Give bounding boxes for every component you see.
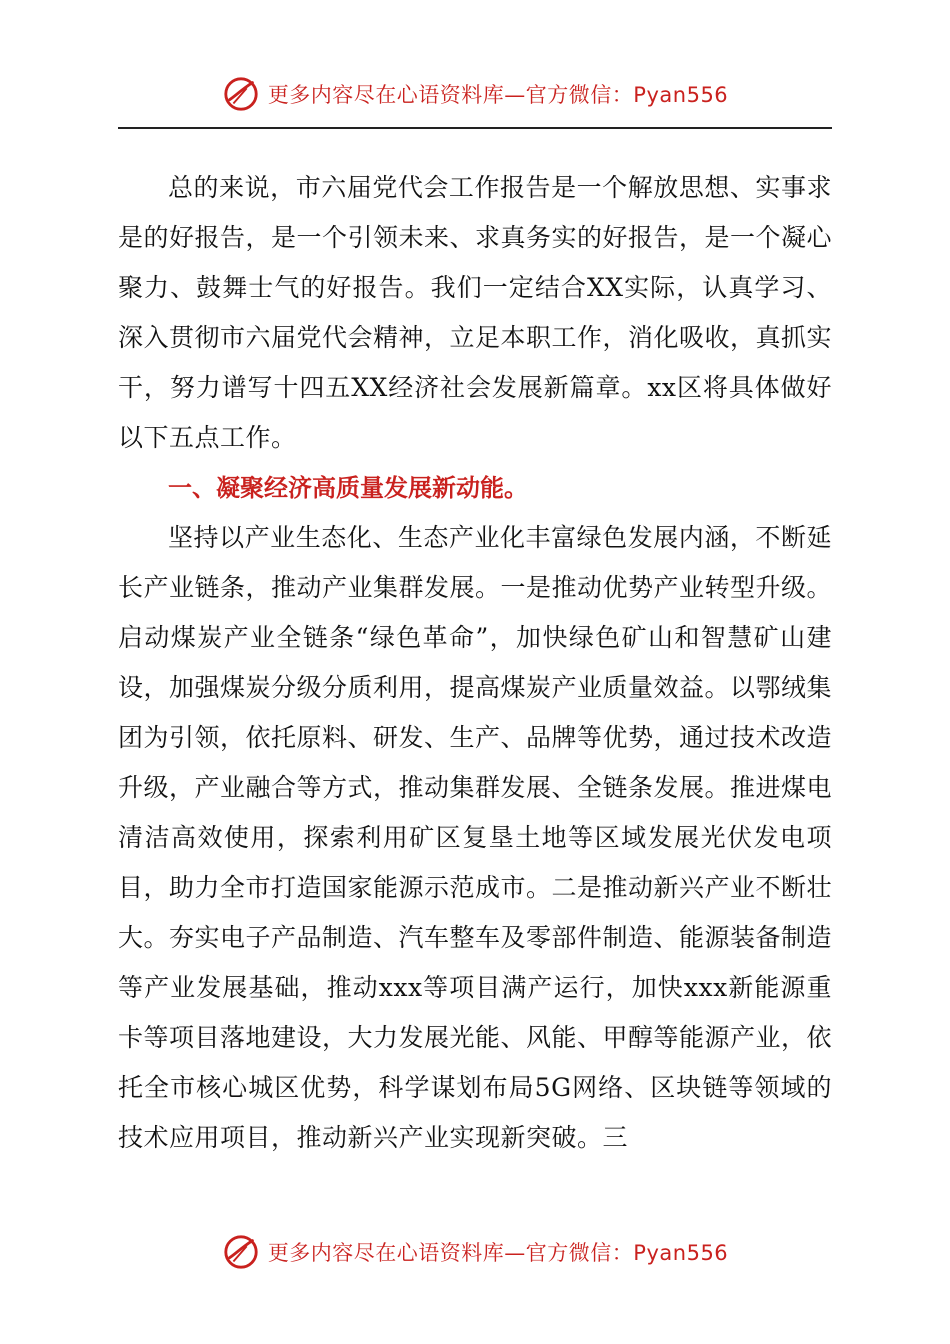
- section-heading-1: 一、凝聚经济高质量发展新动能。: [168, 474, 528, 502]
- paragraph-section-1: 坚持以产业生态化、生态产业化丰富绿色发展内涵，不断延长产业链条，推动产业集群发展。一是推动优势产业转型升级。启动煤炭产业全链条“绿色革命”，加快绿色矿山和智慧矿山建设，加强煤炭分级分质利用，提高煤炭产业质量效益。以鄂绒集团为引领，依托原料、研发、生产、品牌等优势，通过技术改造升级，产业融合等方式，推动集群发展、全链条发展。推进煤电清洁高效使用，探索利用矿区复垦土地等区域发展光伏发电项目，助力全市打造国家能源示范成市。二是推动新兴产业不断壮大。夯实电子产品制造、汽车整车及零部件制造、能源装备制造等产业发展基础，推动xxx等项目满产运行，加快xxx新能源重卡等项目落地建设，大力发展光能、风能、甲醇等能源产业，依托全市核心城区优势，科学谋划布局5G网络、区块链等领域的技术应用项目，推动新兴产业实现新突破。三: [118, 523, 833, 1152]
- header-banner: [0, 72, 950, 116]
- document-body: [118, 163, 832, 1163]
- pen-circle-logo-icon: [222, 1233, 260, 1271]
- header-banner-text: 更多内容尽在心语资料库—官方微信：Pyan556: [267, 83, 729, 107]
- pen-circle-logo-icon: [222, 75, 260, 113]
- header-divider: [118, 127, 832, 129]
- paragraph-intro: 总的来说，市六届党代会工作报告是一个解放思想、实事求是的好报告，是一个引领未来、求真务实的好报告，是一个凝心聚力、鼓舞士气的好报告。我们一定结合XX实际，认真学习、深入贯彻市六届党代会精神，立足本职工作，消化吸收，真抓实干，努力谱写十四五XX经济社会发展新篇章。xx区将具体做好以下五点工作。: [118, 173, 833, 452]
- footer-banner: [0, 1230, 950, 1274]
- footer-banner-text: 更多内容尽在心语资料库—官方微信：Pyan556: [267, 1241, 729, 1265]
